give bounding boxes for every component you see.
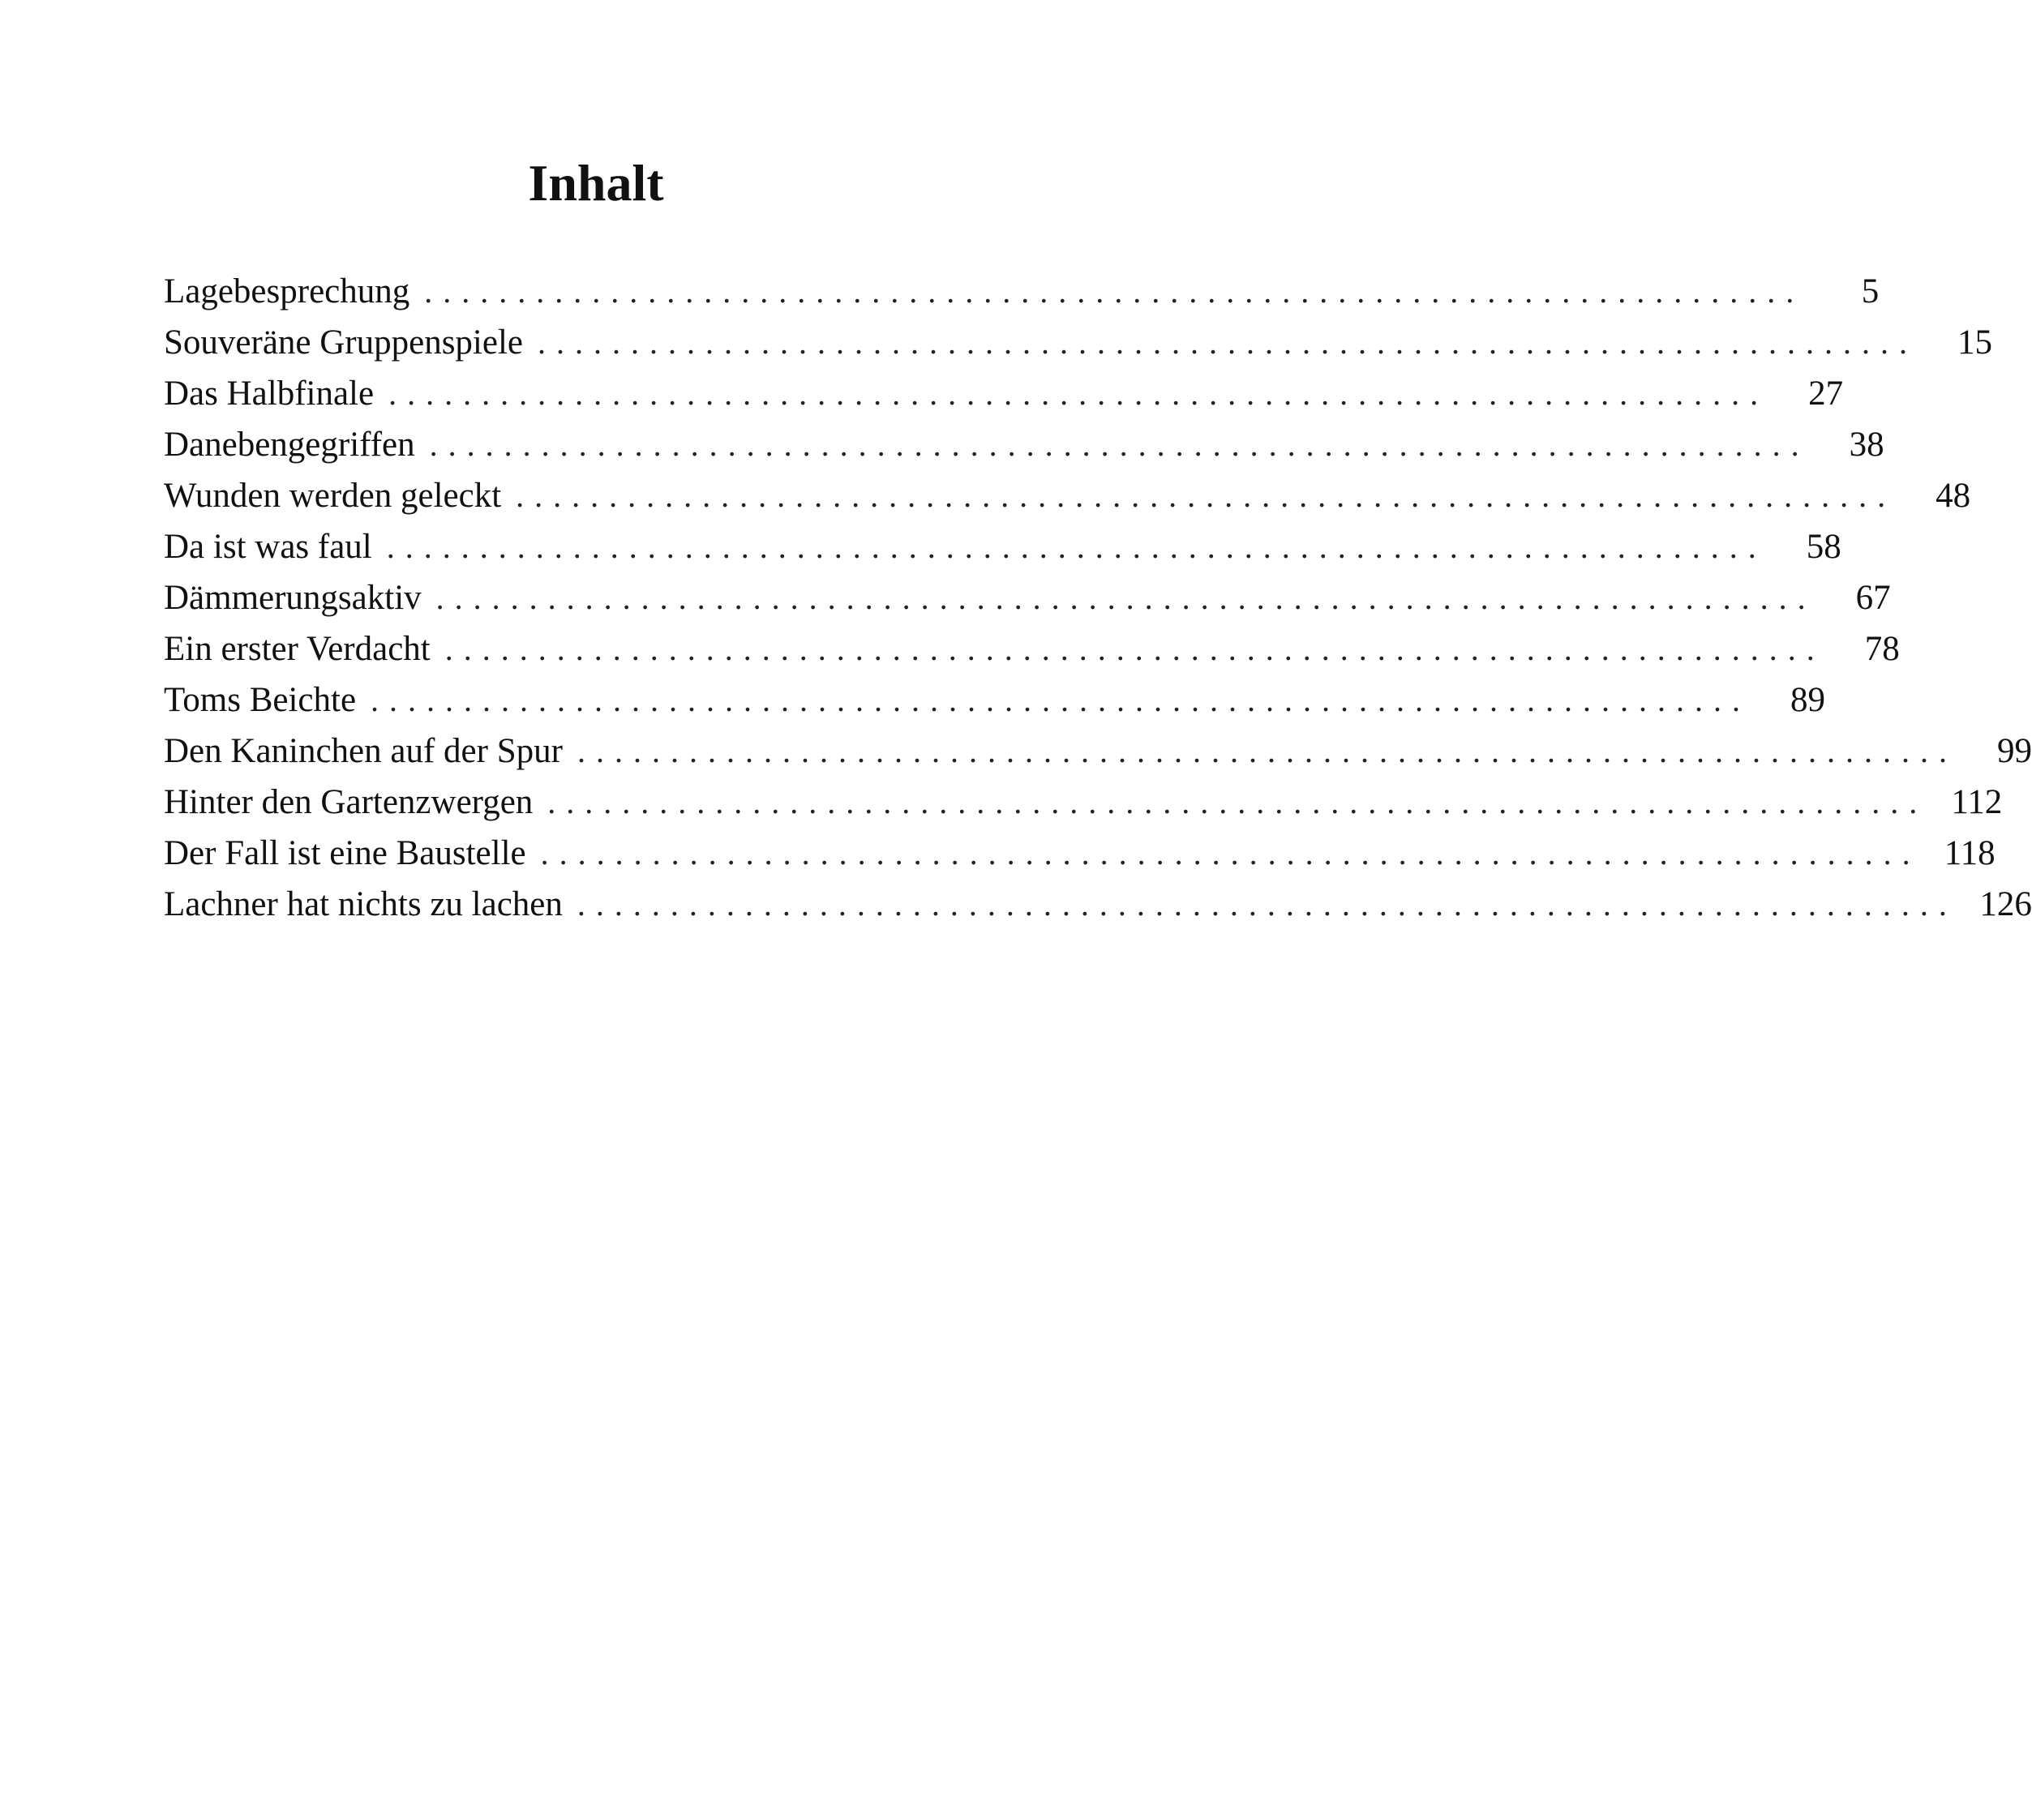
dot-leader: .......................................................................... <box>444 631 1825 667</box>
toc-entry <box>164 419 1884 470</box>
page-number: 78 <box>1864 630 1900 668</box>
page-number: 58 <box>1806 528 1841 566</box>
toc-entry <box>164 726 2032 777</box>
chapter-title: Den Kaninchen auf der Spur <box>164 732 563 770</box>
dot-leader: .......................................................................... <box>429 426 1810 463</box>
chapter-title: Der Fall ist eine Baustelle <box>164 834 526 872</box>
page-number: 67 <box>1855 579 1891 617</box>
chapter-title: Hinter den Gartenzwergen <box>164 783 534 821</box>
chapter-title: Das Halbfinale <box>164 375 375 413</box>
dot-leader: .......................................................................... <box>547 784 1928 820</box>
page-number: 27 <box>1808 375 1844 413</box>
toc-entry <box>164 368 1844 419</box>
chapter-title: Wunden werden geleckt <box>164 477 502 515</box>
dot-leader: .......................................................................... <box>516 477 1897 514</box>
toc-entry <box>164 674 1826 726</box>
page-number: 99 <box>1996 732 2032 770</box>
page-number: 15 <box>1957 323 1992 362</box>
toc-entry <box>164 572 1891 623</box>
dot-leader: .......................................................................... <box>435 580 1816 616</box>
page-number: 118 <box>1944 834 1996 872</box>
chapter-title: Dämmerungsaktiv <box>164 579 422 617</box>
dot-leader: .......................................................................... <box>424 273 1805 310</box>
dot-leader: .......................................................................... <box>371 682 1751 718</box>
chapter-title: Lachner hat nichts zu lachen <box>164 885 563 923</box>
table-of-contents <box>164 266 2032 930</box>
dot-leader: .......................................................................... <box>538 324 1918 361</box>
chapter-title: Da ist was faul <box>164 528 372 566</box>
chapter-title: Lagebesprechung <box>164 272 410 310</box>
dot-leader: .......................................................................... <box>577 733 1957 769</box>
dot-leader: .......................................................................... <box>388 375 1769 412</box>
dot-leader: .......................................................................... <box>577 886 1957 923</box>
toc-entry <box>164 317 1992 368</box>
page-title: Inhalt <box>528 154 664 212</box>
page-number: 112 <box>1951 783 2003 821</box>
page-number: 38 <box>1849 426 1884 464</box>
page-number: 126 <box>1979 885 2032 923</box>
toc-entry <box>164 879 2032 930</box>
chapter-title: Toms Beichte <box>164 681 357 719</box>
page-number: 89 <box>1790 681 1826 719</box>
page-number: 5 <box>1861 272 1880 310</box>
toc-entry <box>164 521 1841 572</box>
toc-entry <box>164 470 1971 521</box>
chapter-title: Souveräne Gruppenspiele <box>164 323 523 362</box>
chapter-title: Danebengegriffen <box>164 426 415 464</box>
dot-leader: .......................................................................... <box>386 529 1767 565</box>
page-number: 48 <box>1936 477 1971 515</box>
toc-entry <box>164 266 1880 317</box>
toc-entry <box>164 828 1996 879</box>
dot-leader: .......................................................................... <box>540 835 1921 871</box>
toc-entry <box>164 623 1900 674</box>
chapter-title: Ein erster Verdacht <box>164 630 431 668</box>
toc-entry <box>164 777 2003 828</box>
